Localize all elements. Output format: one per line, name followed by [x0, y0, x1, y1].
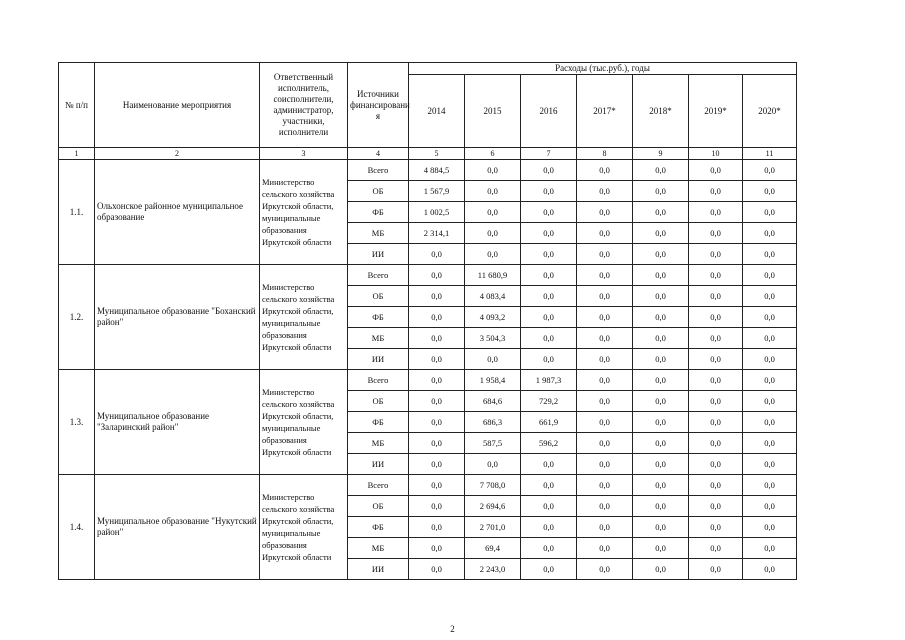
expense-value: 0,0 [409, 538, 465, 559]
expense-value: 0,0 [689, 265, 743, 286]
expense-value: 0,0 [633, 412, 689, 433]
expense-value: 0,0 [409, 286, 465, 307]
expense-value: 2 694,6 [465, 496, 521, 517]
expense-value: 0,0 [633, 391, 689, 412]
expense-value: 0,0 [689, 223, 743, 244]
expense-value: 0,0 [577, 412, 633, 433]
expense-value: 0,0 [689, 538, 743, 559]
expense-value: 0,0 [521, 559, 577, 580]
funding-source: ФБ [348, 412, 409, 433]
funding-source: МБ [348, 433, 409, 454]
column-number: 3 [260, 148, 348, 160]
expense-value: 0,0 [689, 391, 743, 412]
expense-value: 0,0 [409, 307, 465, 328]
expense-value: 0,0 [409, 328, 465, 349]
column-number: 5 [409, 148, 465, 160]
expense-value: 4 083,4 [465, 286, 521, 307]
funding-source: ОБ [348, 286, 409, 307]
expense-value: 0,0 [743, 559, 797, 580]
funding-source: Всего [348, 370, 409, 391]
expense-value: 0,0 [409, 349, 465, 370]
expense-value: 0,0 [743, 538, 797, 559]
expense-value: 0,0 [577, 181, 633, 202]
funding-source: ОБ [348, 391, 409, 412]
expense-value: 0,0 [633, 454, 689, 475]
funding-source: Всего [348, 265, 409, 286]
funding-source: МБ [348, 538, 409, 559]
expense-value: 0,0 [465, 181, 521, 202]
table-row [59, 265, 797, 286]
expense-value: 0,0 [633, 349, 689, 370]
expense-value: 0,0 [521, 244, 577, 265]
item-name: Муниципальное образование "Заларинский район" [95, 370, 260, 475]
expense-value: 0,0 [409, 454, 465, 475]
expense-value: 0,0 [521, 475, 577, 496]
column-number: 4 [348, 148, 409, 160]
expense-value: 0,0 [409, 496, 465, 517]
expense-value: 0,0 [633, 181, 689, 202]
expense-value: 0,0 [689, 517, 743, 538]
expense-value: 0,0 [409, 433, 465, 454]
expense-value: 0,0 [633, 307, 689, 328]
expense-value: 0,0 [689, 370, 743, 391]
header-source: Источники финансировани я [348, 63, 409, 148]
expense-value: 0,0 [633, 370, 689, 391]
expense-value: 0,0 [743, 202, 797, 223]
expense-value: 596,2 [521, 433, 577, 454]
expense-value: 0,0 [743, 265, 797, 286]
year-header: 2018* [633, 75, 689, 148]
expense-value: 0,0 [577, 454, 633, 475]
expense-value: 0,0 [689, 412, 743, 433]
expense-value: 661,9 [521, 412, 577, 433]
expense-value: 0,0 [409, 412, 465, 433]
expense-value: 0,0 [689, 475, 743, 496]
expense-value: 1 002,5 [409, 202, 465, 223]
expense-value: 0,0 [521, 202, 577, 223]
year-header: 2020* [743, 75, 797, 148]
page-number: 2 [450, 624, 455, 634]
expense-value: 0,0 [633, 160, 689, 181]
year-header: 2014 [409, 75, 465, 148]
expense-value: 0,0 [633, 496, 689, 517]
expense-value: 0,0 [409, 559, 465, 580]
expense-value: 0,0 [409, 475, 465, 496]
column-number: 6 [465, 148, 521, 160]
expense-value: 0,0 [743, 286, 797, 307]
funding-source: ИИ [348, 559, 409, 580]
expense-value: 69,4 [465, 538, 521, 559]
expense-value: 0,0 [577, 223, 633, 244]
expense-value: 0,0 [465, 223, 521, 244]
expense-value: 0,0 [633, 202, 689, 223]
expense-value: 0,0 [743, 412, 797, 433]
expense-value: 0,0 [521, 307, 577, 328]
expense-value: 0,0 [633, 433, 689, 454]
item-responsible: Министерство сельского хозяйства Иркутской области, муниципальные образования Иркутской области [260, 475, 348, 580]
expense-value: 0,0 [743, 391, 797, 412]
expense-value: 0,0 [577, 538, 633, 559]
expense-value: 0,0 [521, 328, 577, 349]
column-number: 7 [521, 148, 577, 160]
expense-value: 0,0 [689, 454, 743, 475]
expense-value: 0,0 [689, 328, 743, 349]
item-responsible: Министерство сельского хозяйства Иркутской области, муниципальные образования Иркутской области [260, 265, 348, 370]
expense-value: 0,0 [689, 496, 743, 517]
funding-source: ОБ [348, 496, 409, 517]
expense-value: 0,0 [689, 286, 743, 307]
funding-source: Всего [348, 160, 409, 181]
funding-source: ИИ [348, 454, 409, 475]
column-number: 8 [577, 148, 633, 160]
expense-value: 0,0 [465, 349, 521, 370]
expense-value: 1 987,3 [521, 370, 577, 391]
expense-value: 0,0 [743, 496, 797, 517]
expense-value: 0,0 [409, 244, 465, 265]
item-responsible: Министерство сельского хозяйства Иркутской области, муниципальные образования Иркутской области [260, 370, 348, 475]
expense-value: 0,0 [521, 496, 577, 517]
expense-value: 0,0 [521, 181, 577, 202]
item-number: 1.4. [59, 475, 95, 580]
expense-value: 11 680,9 [465, 265, 521, 286]
expense-value: 0,0 [521, 538, 577, 559]
expense-value: 0,0 [743, 244, 797, 265]
expense-value: 0,0 [521, 454, 577, 475]
expense-value: 0,0 [521, 223, 577, 244]
column-number: 10 [689, 148, 743, 160]
expense-value: 4 884,5 [409, 160, 465, 181]
column-number: 11 [743, 148, 797, 160]
expense-value: 587,5 [465, 433, 521, 454]
expense-value: 0,0 [521, 160, 577, 181]
item-responsible: Министерство сельского хозяйства Иркутской области, муниципальные образования Иркутской области [260, 160, 348, 265]
expense-value: 0,0 [577, 328, 633, 349]
expense-value: 0,0 [689, 559, 743, 580]
header-responsible: Ответственный исполнитель, соисполнители, администратор, участники, исполнители [260, 63, 348, 148]
expense-value: 0,0 [409, 265, 465, 286]
expense-value: 0,0 [743, 181, 797, 202]
year-header: 2016 [521, 75, 577, 148]
header-expenses: Расходы (тыс.руб.), годы [409, 63, 797, 75]
expense-value: 0,0 [633, 286, 689, 307]
table-row [59, 370, 797, 391]
expense-value: 1 567,9 [409, 181, 465, 202]
expense-value: 0,0 [577, 370, 633, 391]
funding-source: ОБ [348, 181, 409, 202]
expense-value: 0,0 [577, 307, 633, 328]
expense-value: 0,0 [465, 160, 521, 181]
expense-value: 0,0 [465, 454, 521, 475]
column-number: 2 [95, 148, 260, 160]
expense-value: 0,0 [743, 307, 797, 328]
expense-value: 2 243,0 [465, 559, 521, 580]
header-name: Наименование мероприятия [95, 63, 260, 148]
item-number: 1.2. [59, 265, 95, 370]
expense-value: 0,0 [409, 391, 465, 412]
year-header: 2017* [577, 75, 633, 148]
expense-value: 0,0 [465, 202, 521, 223]
expense-value: 0,0 [743, 517, 797, 538]
expense-value: 0,0 [521, 517, 577, 538]
expense-value: 0,0 [633, 517, 689, 538]
header-num: № п/п [59, 63, 95, 148]
expense-value: 4 093,2 [465, 307, 521, 328]
expense-value: 0,0 [633, 559, 689, 580]
expense-value: 0,0 [689, 202, 743, 223]
table-row [59, 475, 797, 496]
expense-value: 0,0 [409, 517, 465, 538]
expense-value: 0,0 [743, 223, 797, 244]
budget-table [58, 62, 797, 580]
expense-value: 0,0 [577, 391, 633, 412]
year-header: 2015 [465, 75, 521, 148]
expense-value: 0,0 [689, 160, 743, 181]
expense-value: 0,0 [577, 202, 633, 223]
expense-value: 0,0 [577, 244, 633, 265]
expense-value: 0,0 [577, 559, 633, 580]
expense-value: 0,0 [577, 265, 633, 286]
expense-value: 0,0 [633, 265, 689, 286]
funding-source: Всего [348, 475, 409, 496]
expense-value: 0,0 [577, 517, 633, 538]
column-number: 1 [59, 148, 95, 160]
funding-source: МБ [348, 223, 409, 244]
expense-value: 0,0 [577, 475, 633, 496]
funding-source: ФБ [348, 517, 409, 538]
expense-value: 0,0 [743, 328, 797, 349]
expense-value: 0,0 [577, 349, 633, 370]
funding-source: ФБ [348, 202, 409, 223]
expense-value: 0,0 [689, 307, 743, 328]
item-number: 1.1. [59, 160, 95, 265]
expense-value: 0,0 [743, 349, 797, 370]
expense-value: 0,0 [521, 286, 577, 307]
table-row [59, 160, 797, 181]
expense-value: 0,0 [577, 496, 633, 517]
item-name: Ольхонское районное муниципальное образование [95, 160, 260, 265]
expense-value: 0,0 [465, 244, 521, 265]
expense-value: 2 701,0 [465, 517, 521, 538]
expense-value: 7 708,0 [465, 475, 521, 496]
expense-value: 686,3 [465, 412, 521, 433]
funding-source: ИИ [348, 349, 409, 370]
item-number: 1.3. [59, 370, 95, 475]
expense-value: 0,0 [633, 244, 689, 265]
expense-value: 684,6 [465, 391, 521, 412]
expense-value: 0,0 [743, 370, 797, 391]
expense-value: 0,0 [521, 265, 577, 286]
expense-value: 0,0 [689, 244, 743, 265]
expense-value: 0,0 [409, 370, 465, 391]
expense-value: 1 958,4 [465, 370, 521, 391]
expense-value: 0,0 [633, 538, 689, 559]
expense-value: 0,0 [633, 223, 689, 244]
year-header: 2019* [689, 75, 743, 148]
expense-value: 0,0 [743, 433, 797, 454]
expense-value: 0,0 [633, 328, 689, 349]
expense-value: 0,0 [743, 454, 797, 475]
expense-value: 0,0 [577, 160, 633, 181]
expense-value: 0,0 [633, 475, 689, 496]
funding-source: ИИ [348, 244, 409, 265]
expense-value: 0,0 [577, 433, 633, 454]
expense-value: 0,0 [577, 286, 633, 307]
expense-value: 729,2 [521, 391, 577, 412]
item-name: Муниципальное образование "Боханский район" [95, 265, 260, 370]
expense-value: 0,0 [521, 349, 577, 370]
funding-source: МБ [348, 328, 409, 349]
expense-value: 0,0 [689, 181, 743, 202]
expense-value: 3 504,3 [465, 328, 521, 349]
funding-source: ФБ [348, 307, 409, 328]
item-name: Муниципальное образование "Нукутский район" [95, 475, 260, 580]
expense-value: 0,0 [689, 433, 743, 454]
expense-value: 0,0 [743, 160, 797, 181]
column-number: 9 [633, 148, 689, 160]
expense-value: 0,0 [689, 349, 743, 370]
expense-value: 0,0 [743, 475, 797, 496]
expense-value: 2 314,1 [409, 223, 465, 244]
